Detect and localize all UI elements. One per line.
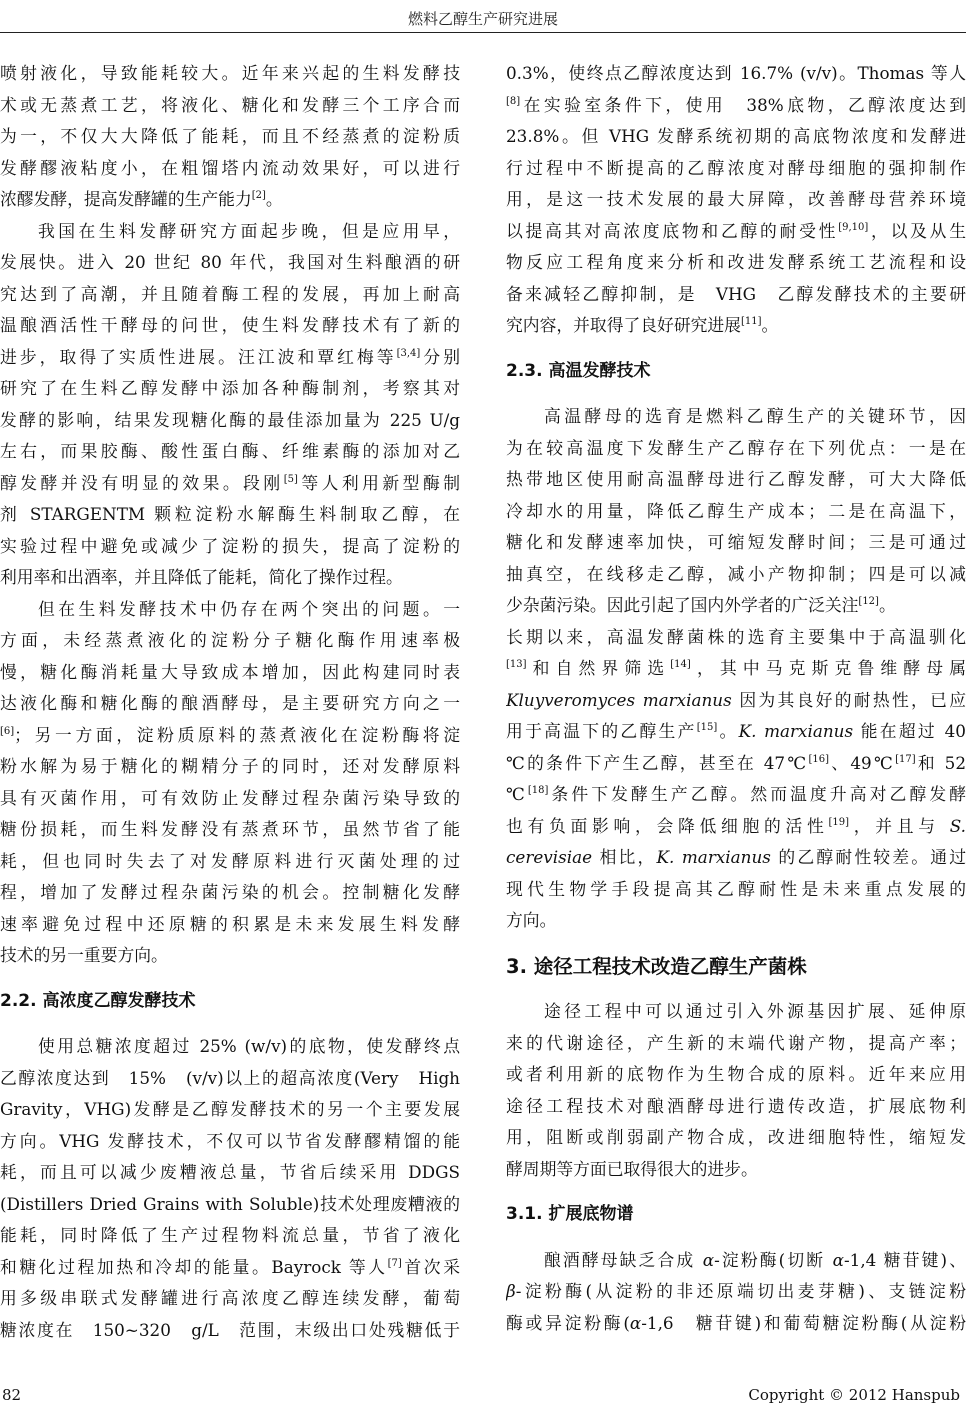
- text-line: [506, 90, 966, 122]
- line-text: 0.3%，使终点乙醇浓度达到 16.7% (v/v)。Thomas 等人: [506, 63, 966, 83]
- line-text: 或者利用新的底物作为生物合成的原料。近年来应用: [506, 1064, 966, 1084]
- line-text: 首次采: [401, 1256, 460, 1277]
- section-heading: 3. 途径工程技术改造乙醇生产菌株: [506, 954, 807, 978]
- line-text: 进步，取得了实质性进展。汪江波和覃红梅等: [0, 346, 397, 367]
- text-line: [506, 184, 966, 216]
- text-line: [0, 1157, 460, 1189]
- line-text: 和自然界筛选: [526, 658, 671, 678]
- line-text: 但在生料发酵技术中仍存在两个突出的问题。一: [38, 598, 460, 619]
- line-text: ；另一方面，淀粉质原料的蒸煮液化在淀粉酶将淀: [14, 724, 460, 745]
- text-line: [0, 90, 460, 122]
- text-line: [0, 310, 460, 342]
- text-line: [506, 779, 966, 811]
- text-line: [0, 373, 460, 405]
- line-text: 粉水解为易于糖化的糊精分子的同时，还对发酵原料: [0, 756, 460, 776]
- line-text: 的乙醇耐性较差。通过: [770, 847, 966, 867]
- text-line: [506, 1091, 966, 1123]
- line-text: 酶或异淀粉酶(: [506, 1312, 630, 1333]
- text-line: [0, 499, 460, 531]
- text-line: [506, 527, 966, 559]
- text-line: [0, 909, 460, 941]
- line-text: -1,6 糖苷键)和葡萄糖淀粉酶(从淀粉: [641, 1312, 966, 1333]
- text-line: [506, 464, 966, 496]
- citation-ref: [17]: [895, 753, 916, 765]
- line-text: 因为其良好的耐热性，已应: [731, 689, 966, 710]
- line-text: 术或无蒸煮工艺，将液化、糖化和发酵三个工序合而: [0, 94, 460, 115]
- text-line: [506, 1122, 966, 1154]
- text-line: [506, 496, 966, 528]
- left-column: [0, 58, 460, 1346]
- line-text: ℃的条件下产生乙醇，甚至在 47℃: [506, 752, 809, 773]
- line-text: 耗，但也同时失去了对发酵原料进行灭菌处理的过: [0, 850, 460, 871]
- line-text: 分别: [420, 346, 460, 367]
- line-text: 发酵醪液粘度小，在粗馏塔内流动效果好，可以进行: [0, 157, 460, 178]
- line-text: 用多级串联式发酵罐进行高浓度乙醇连续发酵，葡萄: [0, 1288, 460, 1308]
- citation-ref: [15]: [696, 722, 718, 733]
- line-text: 究达到了高潮，并且随着酶工程的发展，再加上耐高: [0, 283, 460, 304]
- line-text: 为一，不仅大大降低了能耗，而且不经蒸煮的淀粉质: [0, 126, 460, 146]
- line-text: 途径工程中可以通过引入外源基因扩展、延伸原: [544, 1001, 966, 1021]
- citation-ref: [3,4]: [396, 347, 421, 359]
- line-text: 慢，糖化酶消耗量大导致成本增加，因此构建同时表: [0, 661, 460, 682]
- text-line: [506, 310, 966, 342]
- line-text: 利用率和出酒率，并且降低了能耗，简化了操作过程。: [0, 567, 403, 587]
- text-line: [506, 433, 966, 465]
- italic-term: α: [702, 1249, 715, 1270]
- line-text: 用，阻断或削弱副产物合成，改进细胞特性，缩短发: [506, 1127, 966, 1147]
- citation-ref: [12]: [858, 596, 879, 607]
- line-text: 方面，未经蒸煮液化的淀粉分子糖化酶作用速率极: [0, 630, 460, 650]
- text-line: [506, 247, 966, 279]
- line-text: 酵周期等方面已取得很大的进步。: [506, 1158, 758, 1179]
- line-text: ，其中马克斯克鲁维酵母属: [690, 658, 966, 678]
- line-text: ，以及从生: [868, 220, 966, 241]
- text-line: [506, 996, 966, 1028]
- text-line: [506, 874, 966, 906]
- page-number: 82: [2, 1386, 22, 1404]
- line-text: 发展快。进入 20 世纪 80 年代，我国对生料酿酒的研: [0, 252, 460, 272]
- italic-term: cerevisiae: [506, 847, 593, 867]
- line-text: 能耗，同时降低了生产过程物料流总量，节省了液化: [0, 1225, 460, 1245]
- line-text: 少杂菌污染。因此引起了国内外学者的广泛关注: [506, 595, 859, 615]
- line-text: 高温酵母的选育是燃料乙醇生产的关键环节，因: [544, 406, 966, 426]
- text-line: [0, 247, 460, 279]
- text-line: [506, 1059, 966, 1091]
- line-text: -淀粉酶(切断: [714, 1249, 833, 1270]
- text-line: [0, 153, 460, 185]
- text-line: [0, 121, 460, 153]
- line-text: 使用总糖浓度超过 25% (w/v)的底物，使发酵终点: [38, 1036, 460, 1056]
- citation-ref: [16]: [808, 753, 829, 765]
- citation-ref: [14]: [670, 659, 691, 670]
- text-line: [0, 594, 460, 626]
- line-text: -淀粉酶(从淀粉的非还原端切出麦芽糖)、支链淀粉: [515, 1281, 966, 1301]
- line-text: 为在较高温度下发酵生产乙醇存在下列优点：一是在: [506, 437, 966, 458]
- line-text: (Distillers Dried Grains with Soluble)技术处理废糟液的: [0, 1193, 460, 1214]
- line-text: 能在超过 40: [853, 721, 966, 741]
- italic-term: K. marxianus: [738, 721, 854, 741]
- citation-ref: [8]: [506, 95, 521, 107]
- text-line: [0, 1315, 460, 1347]
- text-line: [0, 216, 460, 248]
- text-line: [0, 846, 460, 878]
- copyright-notice: Copyright © 2012 Hanspub: [748, 1386, 960, 1404]
- text-line: [0, 1094, 460, 1126]
- line-text: 23.8%。但 VHG 发酵系统初期的高底物浓度和发酵进: [506, 126, 966, 146]
- text-line: [0, 1031, 460, 1063]
- text-line: [0, 468, 460, 500]
- line-text: 酿酒酵母缺乏合成: [544, 1249, 703, 1270]
- text-line: [0, 657, 460, 689]
- line-text: 来的代谢途径，产生新的末端代谢产物，提高产率；: [506, 1032, 966, 1053]
- line-text: 条件下发酵生产乙醇。然而温度升高对乙醇发酵: [548, 784, 966, 804]
- text-line: [0, 783, 460, 815]
- section-heading: 2.2. 高浓度乙醇发酵技术: [0, 990, 196, 1011]
- text-line: [0, 405, 460, 437]
- running-header-title: 燃料乙醇生产研究进展: [407, 10, 558, 28]
- line-text: 研究了在生料乙醇发酵中添加各种酶制剂，考察其对: [0, 378, 460, 398]
- text-line: [0, 531, 460, 563]
- text-line: [506, 153, 966, 185]
- line-text: 耗，而且可以减少废糟液总量，节省后续采用 DDGS: [0, 1162, 460, 1182]
- line-text: 糖化和发酵速率加快，可缩短发酵时间；三是可通过: [506, 532, 966, 552]
- line-text: Gravity，VHG)发酵是乙醇发酵技术的另一个主要发展: [0, 1099, 460, 1119]
- line-text: 温酿酒活性干酵母的问世，使生料发酵技术有了新的: [0, 315, 460, 335]
- line-text: 究内容，并取得了良好研究进展: [506, 315, 741, 335]
- text-line: [506, 811, 966, 843]
- line-text: 糖浓度在 150~320 g/L 范围，末级出口处残糖低于: [0, 1319, 460, 1340]
- text-line: [0, 436, 460, 468]
- line-text: 方向。: [506, 910, 557, 930]
- text-line: [506, 121, 966, 153]
- text-line: [0, 625, 460, 657]
- citation-ref: [18]: [527, 785, 549, 796]
- text-line: [0, 1252, 460, 1284]
- line-text: 和 52: [915, 752, 966, 773]
- line-text: 相比，: [592, 847, 657, 867]
- italic-term: β: [506, 1281, 516, 1301]
- citation-ref: [6]: [0, 725, 15, 737]
- citation-ref: [13]: [506, 659, 527, 670]
- header-rule: [0, 32, 966, 33]
- line-text: ℃: [506, 784, 528, 804]
- citation-ref: [5]: [283, 473, 298, 485]
- text-line: [506, 1308, 966, 1340]
- text-line: [506, 653, 966, 685]
- line-text: 在实验室条件下，使用 38%底物，乙醇浓度达到: [520, 94, 966, 115]
- line-text: 。: [265, 189, 283, 209]
- line-text: 浓醪发酵，提高发酵罐的生产能力: [0, 189, 252, 209]
- line-text: 速率避免过程中还原糖的积累是未来发展生料发酵: [0, 913, 460, 934]
- line-text: 物反应工程角度来分析和改进发酵系统工艺流程和设: [506, 252, 966, 272]
- line-text: 。: [878, 595, 896, 615]
- text-line: [0, 1220, 460, 1252]
- line-text: 热带地区使用耐高温酵母进行乙醇发酵，可大大降低: [506, 469, 966, 489]
- line-text: 长期以来，高温发酵菌株的选育主要集中于高温驯化: [506, 626, 966, 647]
- section-heading: 3.1. 扩展底物谱: [506, 1204, 634, 1224]
- text-line: [0, 720, 460, 752]
- line-text: 糖份损耗，而生料发酵没有蒸煮环节，虽然节省了能: [0, 819, 460, 839]
- text-line: [506, 559, 966, 591]
- line-text: 现代生物学手段提高其乙醇耐性是未来重点发展的: [506, 878, 966, 899]
- line-text: 达液化酶和糖化酶的酿酒酵母，是主要研究方向之一: [0, 693, 460, 713]
- citation-ref: [7]: [387, 1257, 402, 1269]
- text-line: [506, 216, 966, 248]
- text-line: [506, 590, 966, 622]
- right-column: [506, 58, 966, 1339]
- line-text: 剂 STARGENTM 颗粒淀粉水解酶生料制取乙醇，在: [0, 504, 460, 524]
- italic-term: K. marxianus: [656, 847, 771, 867]
- line-text: 抽真空，在线移走乙醇，减小产物抑制；四是可以减: [506, 563, 966, 584]
- text-line: [0, 58, 460, 90]
- text-line: [506, 1245, 966, 1277]
- citation-ref: [19]: [828, 816, 849, 828]
- text-line: [0, 814, 460, 846]
- line-text: 左右，而果胶酶、酸性蛋白酶、纤维素酶的添加对乙: [0, 441, 460, 461]
- line-text: 途径工程技术对酿酒酵母进行遗传改造，扩展底物利: [506, 1095, 966, 1116]
- line-text: 具有灭菌作用，可有效防止发酵过程杂菌污染导致的: [0, 787, 460, 808]
- citation-ref: [11]: [740, 316, 762, 327]
- line-text: 以提高其对高浓度底物和乙醇的耐受性: [506, 220, 839, 241]
- line-text: 等人利用新型酶制: [297, 472, 460, 493]
- line-text: 冷却水的用量，降低乙醇生产成本；二是在高温下，: [506, 500, 966, 521]
- text-line: [506, 716, 966, 748]
- text-line: [0, 1283, 460, 1315]
- line-text: 也有负面影响，会降低细胞的活性: [506, 815, 829, 836]
- line-text: 乙醇浓度达到 15% (v/v)以上的超高浓度(Very High: [0, 1067, 460, 1088]
- line-text: 方向。VHG 发酵技术，不仅可以节省发酵醪精馏的能: [0, 1130, 460, 1151]
- italic-term: α: [832, 1249, 844, 1270]
- section-heading: 2.3. 高温发酵技术: [506, 360, 651, 381]
- text-line: [506, 1028, 966, 1060]
- text-line: [506, 905, 966, 937]
- line-text: 喷射液化，导致能耗较大。近年来兴起的生料发酵技: [0, 63, 460, 83]
- line-text: 实验过程中避免或减少了淀粉的损失，提高了淀粉的: [0, 535, 460, 556]
- line-text: 用于高温下的乙醇生产: [506, 721, 697, 741]
- text-line: [0, 940, 460, 972]
- text-line: [506, 842, 966, 874]
- text-line: [0, 751, 460, 783]
- line-text: -1,4 糖苷键)、: [843, 1249, 966, 1270]
- line-text: 行过程中不断提高的乙醇浓度对酵母细胞的强抑制作: [506, 157, 966, 178]
- line-text: 程，增加了发酵过程杂菌污染的机会。控制糖化发酵: [0, 882, 460, 902]
- text-line: [506, 279, 966, 311]
- text-line: [0, 1189, 460, 1221]
- line-text: 。: [761, 315, 779, 335]
- text-line: [506, 1276, 966, 1308]
- text-line: [0, 184, 460, 216]
- text-line: [0, 342, 460, 374]
- text-line: [0, 562, 460, 594]
- text-line: [506, 1154, 966, 1186]
- text-line: [0, 279, 460, 311]
- italic-term: Kluyveromyces marxianus: [506, 689, 732, 710]
- text-line: [0, 688, 460, 720]
- line-text: 、49℃: [828, 752, 896, 773]
- text-line: [506, 685, 966, 717]
- line-text: 。: [717, 721, 739, 741]
- line-text: 用，是这一技术发展的最大屏障，改善酵母营养环境: [506, 189, 966, 209]
- text-line: [0, 1063, 460, 1095]
- line-text: 和糖化过程加热和冷却的能量。Bayrock 等人: [0, 1256, 388, 1277]
- citation-ref: [2]: [251, 190, 266, 201]
- line-text: 技术的另一重要方向。: [0, 945, 168, 965]
- text-line: [0, 1126, 460, 1158]
- citation-ref: [9,10]: [838, 221, 869, 233]
- text-line: [506, 401, 966, 433]
- italic-term: α: [629, 1312, 642, 1333]
- text-line: [506, 58, 966, 90]
- italic-term: S.: [949, 815, 966, 836]
- text-line: [506, 748, 966, 780]
- text-line: [506, 622, 966, 654]
- line-text: 发酵的影响，结果发现糖化酶的最佳添加量为 225 U/g: [0, 409, 460, 430]
- line-text: 备来减轻乙醇抑制，是 VHG 乙醇发酵技术的主要研: [506, 283, 966, 304]
- text-line: [0, 877, 460, 909]
- line-text: 醇发酵并没有明显的效果。段刚: [0, 472, 284, 493]
- line-text: ，并且与: [849, 815, 950, 836]
- line-text: 我国在生料发酵研究方面起步晚，但是应用早，: [38, 220, 460, 241]
